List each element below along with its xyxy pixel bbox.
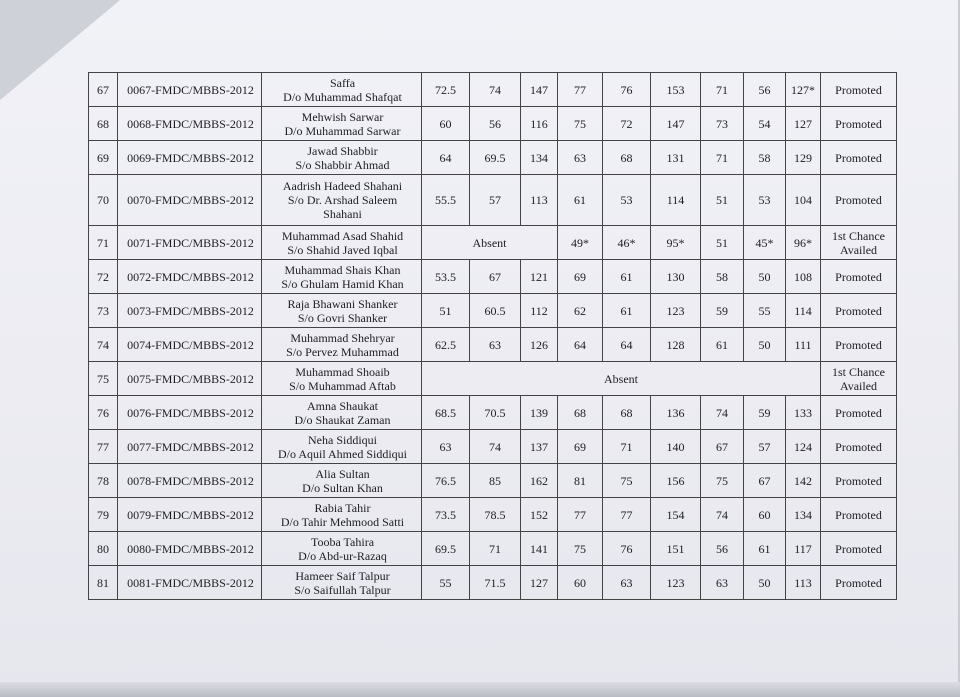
mark-cell: 67	[701, 430, 744, 464]
status-cell: Promoted	[821, 430, 897, 464]
mark-cell: 53	[603, 175, 651, 226]
table-row	[89, 175, 897, 226]
name-line: Muhammad Shehryar	[290, 330, 395, 345]
mark-cell: 77	[603, 498, 651, 532]
name-line: Hameer Saif Talpur	[295, 568, 390, 583]
mark-cell: 56	[470, 107, 521, 141]
mark-cell: 74	[701, 396, 744, 430]
name-line: S/o Pervez Muhammad	[286, 344, 399, 359]
mark-cell: 123	[651, 566, 701, 600]
mark-cell: 131	[651, 141, 701, 175]
registration-number-cell: 0078-FMDC/MBBS-2012	[118, 464, 262, 498]
status-cell: 1st Chance Availed	[821, 226, 897, 260]
mark-cell: 55	[744, 294, 786, 328]
student-name-cell	[262, 396, 422, 430]
student-name-cell	[262, 362, 422, 396]
mark-cell: 96*	[786, 226, 821, 260]
name-line: Raja Bhawani Shanker	[287, 296, 398, 311]
mark-cell: 72.5	[422, 73, 470, 107]
mark-cell: 69.5	[470, 141, 521, 175]
status-cell: Promoted	[821, 294, 897, 328]
serial-number-cell: 68	[89, 107, 118, 141]
mark-cell: 129	[786, 141, 821, 175]
registration-number-cell: 0075-FMDC/MBBS-2012	[118, 362, 262, 396]
mark-cell: 153	[651, 73, 701, 107]
mark-cell: 74	[701, 498, 744, 532]
mark-cell: 147	[521, 73, 558, 107]
serial-number-cell: 73	[89, 294, 118, 328]
registration-number-cell: 0068-FMDC/MBBS-2012	[118, 107, 262, 141]
mark-cell: 63	[558, 141, 603, 175]
serial-number-cell: 77	[89, 430, 118, 464]
name-line: S/o Ghulam Hamid Khan	[281, 276, 404, 291]
mark-cell: 69	[558, 260, 603, 294]
status-cell: Promoted	[821, 107, 897, 141]
mark-cell: 51	[701, 175, 744, 226]
status-cell: Promoted	[821, 566, 897, 600]
mark-cell: 61	[603, 260, 651, 294]
name-line: Amna Shaukat	[307, 398, 378, 413]
mark-cell: 151	[651, 532, 701, 566]
mark-cell: 104	[786, 175, 821, 226]
mark-cell: 73.5	[422, 498, 470, 532]
mark-cell: 141	[521, 532, 558, 566]
mark-cell: 71.5	[470, 566, 521, 600]
mark-cell: 72	[603, 107, 651, 141]
mark-cell: 54	[744, 107, 786, 141]
name-line: Muhammad Shoaib	[295, 364, 390, 379]
registration-number-cell: 0081-FMDC/MBBS-2012	[118, 566, 262, 600]
status-cell: Promoted	[821, 328, 897, 362]
mark-cell: 55.5	[422, 175, 470, 226]
serial-number-cell: 72	[89, 260, 118, 294]
student-name-cell	[262, 107, 422, 141]
mark-cell: 113	[521, 175, 558, 226]
mark-cell: 63	[422, 430, 470, 464]
status-cell: Promoted	[821, 73, 897, 107]
mark-cell: 61	[744, 532, 786, 566]
mark-cell: 75	[558, 107, 603, 141]
serial-number-cell: 74	[89, 328, 118, 362]
mark-cell: 117	[786, 532, 821, 566]
results-table-body	[89, 73, 897, 600]
serial-number-cell: 69	[89, 141, 118, 175]
registration-number-cell: 0079-FMDC/MBBS-2012	[118, 498, 262, 532]
registration-number-cell: 0073-FMDC/MBBS-2012	[118, 294, 262, 328]
mark-cell: 77	[558, 498, 603, 532]
mark-cell: 71	[470, 532, 521, 566]
name-line: Aadrish Hadeed Shahani	[282, 179, 403, 193]
mark-cell: 60	[558, 566, 603, 600]
mark-cell: 124	[786, 430, 821, 464]
mark-cell: 136	[651, 396, 701, 430]
name-line: D/o Aquil Ahmed Siddiqui	[277, 446, 407, 461]
name-line: S/o Govri Shanker	[297, 310, 388, 325]
name-line: Jawad Shabbir	[307, 143, 378, 158]
mark-cell: 56	[701, 532, 744, 566]
mark-cell: 134	[786, 498, 821, 532]
mark-cell: 75	[701, 464, 744, 498]
mark-cell: 49*	[558, 226, 603, 260]
table-row	[89, 328, 897, 362]
serial-number-cell: 80	[89, 532, 118, 566]
registration-number-cell: 0070-FMDC/MBBS-2012	[118, 175, 262, 226]
mark-cell: 127	[521, 566, 558, 600]
status-cell: Promoted	[821, 141, 897, 175]
name-line: Muhammad Shais Khan	[284, 262, 401, 277]
mark-cell: 50	[744, 328, 786, 362]
mark-cell: 69.5	[422, 532, 470, 566]
mark-cell: 154	[651, 498, 701, 532]
mark-cell: 116	[521, 107, 558, 141]
table-row	[89, 294, 897, 328]
table-row	[89, 464, 897, 498]
name-line: Saffa	[329, 75, 356, 90]
mark-cell: 67	[744, 464, 786, 498]
mark-cell: 67	[470, 260, 521, 294]
mark-cell: 64	[603, 328, 651, 362]
name-line: D/o Sultan Khan	[302, 480, 383, 495]
mark-cell: 57	[744, 430, 786, 464]
table-row	[89, 226, 897, 260]
mark-cell: 50	[744, 566, 786, 600]
mark-cell: 113	[786, 566, 821, 600]
mark-cell: 130	[651, 260, 701, 294]
name-line: Alia Sultan	[315, 466, 370, 481]
mark-cell: 60	[422, 107, 470, 141]
name-line: D/o Shaukat Zaman	[294, 412, 391, 427]
mark-cell: 53.5	[422, 260, 470, 294]
student-name-cell	[262, 498, 422, 532]
mark-cell: 63	[470, 328, 521, 362]
status-cell: Promoted	[821, 498, 897, 532]
mark-cell: 63	[603, 566, 651, 600]
table-row	[89, 362, 897, 396]
name-line: Neha Siddiqui	[308, 432, 377, 447]
mark-cell: 123	[651, 294, 701, 328]
mark-cell: 45*	[744, 226, 786, 260]
name-line: S/o Dr. Arshad Saleem	[287, 193, 398, 207]
mark-cell: 53	[744, 175, 786, 226]
mark-cell: 128	[651, 328, 701, 362]
mark-cell: 68	[603, 396, 651, 430]
mark-cell: 71	[701, 73, 744, 107]
table-row	[89, 141, 897, 175]
mark-cell: 121	[521, 260, 558, 294]
mark-cell: 162	[521, 464, 558, 498]
table-row	[89, 73, 897, 107]
serial-number-cell: 70	[89, 175, 118, 226]
mark-cell: 51	[422, 294, 470, 328]
mark-cell: 68	[603, 141, 651, 175]
mark-cell: 76	[603, 73, 651, 107]
mark-cell: 126	[521, 328, 558, 362]
registration-number-cell: 0074-FMDC/MBBS-2012	[118, 328, 262, 362]
table-row	[89, 498, 897, 532]
registration-number-cell: 0072-FMDC/MBBS-2012	[118, 260, 262, 294]
mark-cell: 156	[651, 464, 701, 498]
mark-cell: 60.5	[470, 294, 521, 328]
mark-cell: 62	[558, 294, 603, 328]
mark-cell: 61	[603, 294, 651, 328]
mark-cell: 61	[558, 175, 603, 226]
serial-number-cell: 76	[89, 396, 118, 430]
student-name-cell	[262, 430, 422, 464]
mark-cell: 75	[603, 464, 651, 498]
mark-cell: 58	[744, 141, 786, 175]
mark-cell: 95*	[651, 226, 701, 260]
serial-number-cell: 81	[89, 566, 118, 600]
name-line: D/o Tahir Mehmood Satti	[280, 514, 405, 529]
name-line: S/o Shahid Javed Iqbal	[287, 242, 398, 257]
mark-cell: 71	[603, 430, 651, 464]
status-cell: Promoted	[821, 260, 897, 294]
mark-cell: 68.5	[422, 396, 470, 430]
student-name-cell	[262, 566, 422, 600]
mark-cell: 68	[558, 396, 603, 430]
student-name-cell	[262, 175, 422, 226]
serial-number-cell: 79	[89, 498, 118, 532]
table-row	[89, 566, 897, 600]
absent-cell: Absent	[422, 226, 558, 260]
mark-cell: 57	[470, 175, 521, 226]
name-line: Mehwish Sarwar	[301, 109, 384, 124]
mark-cell: 64	[558, 328, 603, 362]
student-name-cell	[262, 226, 422, 260]
mark-cell: 59	[701, 294, 744, 328]
student-name-cell	[262, 532, 422, 566]
name-line: D/o Muhammad Sarwar	[284, 123, 401, 138]
registration-number-cell: 0071-FMDC/MBBS-2012	[118, 226, 262, 260]
name-line: S/o Saifullah Talpur	[294, 582, 391, 597]
mark-cell: 60	[744, 498, 786, 532]
mark-cell: 142	[786, 464, 821, 498]
mark-cell: 127*	[786, 73, 821, 107]
student-name-cell	[262, 464, 422, 498]
mark-cell: 127	[786, 107, 821, 141]
mark-cell: 137	[521, 430, 558, 464]
serial-number-cell: 67	[89, 73, 118, 107]
mark-cell: 108	[786, 260, 821, 294]
serial-number-cell: 78	[89, 464, 118, 498]
mark-cell: 64	[422, 141, 470, 175]
name-line: D/o Muhammad Shafqat	[283, 89, 402, 104]
registration-number-cell: 0077-FMDC/MBBS-2012	[118, 430, 262, 464]
mark-cell: 112	[521, 294, 558, 328]
table-row	[89, 260, 897, 294]
mark-cell: 46*	[603, 226, 651, 260]
mark-cell: 59	[744, 396, 786, 430]
mark-cell: 75	[558, 532, 603, 566]
mark-cell: 147	[651, 107, 701, 141]
mark-cell: 78.5	[470, 498, 521, 532]
mark-cell: 77	[558, 73, 603, 107]
mark-cell: 139	[521, 396, 558, 430]
student-name-cell	[262, 141, 422, 175]
mark-cell: 51	[701, 226, 744, 260]
status-cell: Promoted	[821, 532, 897, 566]
mark-cell: 71	[701, 141, 744, 175]
scanner-edge	[0, 682, 960, 697]
mark-cell: 70.5	[470, 396, 521, 430]
mark-cell: 62.5	[422, 328, 470, 362]
mark-cell: 63	[701, 566, 744, 600]
table-row	[89, 396, 897, 430]
table-row	[89, 430, 897, 464]
serial-number-cell: 71	[89, 226, 118, 260]
name-line: Tooba Tahira	[310, 534, 375, 549]
name-line: Muhammad Asad Shahid	[281, 228, 404, 243]
name-line: S/o Muhammad Aftab	[289, 378, 396, 393]
status-cell: Promoted	[821, 175, 897, 226]
results-table	[88, 72, 897, 600]
student-name-cell	[262, 294, 422, 328]
status-cell: Promoted	[821, 464, 897, 498]
mark-cell: 69	[558, 430, 603, 464]
student-name-cell	[262, 260, 422, 294]
mark-cell: 133	[786, 396, 821, 430]
name-line: Rabia Tahir	[314, 500, 371, 515]
serial-number-cell: 75	[89, 362, 118, 396]
mark-cell: 111	[786, 328, 821, 362]
mark-cell: 114	[786, 294, 821, 328]
registration-number-cell: 0067-FMDC/MBBS-2012	[118, 73, 262, 107]
status-cell: 1st Chance Availed	[821, 362, 897, 396]
status-cell: Promoted	[821, 396, 897, 430]
mark-cell: 140	[651, 430, 701, 464]
mark-cell: 74	[470, 73, 521, 107]
name-line: S/o Shabbir Ahmad	[295, 157, 390, 172]
mark-cell: 114	[651, 175, 701, 226]
absent-cell: Absent	[422, 362, 821, 396]
registration-number-cell: 0069-FMDC/MBBS-2012	[118, 141, 262, 175]
mark-cell: 74	[470, 430, 521, 464]
student-name-cell	[262, 73, 422, 107]
mark-cell: 50	[744, 260, 786, 294]
table-row	[89, 532, 897, 566]
registration-number-cell: 0080-FMDC/MBBS-2012	[118, 532, 262, 566]
mark-cell: 152	[521, 498, 558, 532]
mark-cell: 134	[521, 141, 558, 175]
mark-cell: 81	[558, 464, 603, 498]
mark-cell: 85	[470, 464, 521, 498]
registration-number-cell: 0076-FMDC/MBBS-2012	[118, 396, 262, 430]
name-line: D/o Abd-ur-Razaq	[298, 548, 387, 563]
mark-cell: 61	[701, 328, 744, 362]
mark-cell: 56	[744, 73, 786, 107]
mark-cell: 76.5	[422, 464, 470, 498]
mark-cell: 55	[422, 566, 470, 600]
student-name-cell	[262, 328, 422, 362]
mark-cell: 76	[603, 532, 651, 566]
name-line: Shahani	[323, 207, 362, 221]
table-row	[89, 107, 897, 141]
mark-cell: 73	[701, 107, 744, 141]
mark-cell: 58	[701, 260, 744, 294]
